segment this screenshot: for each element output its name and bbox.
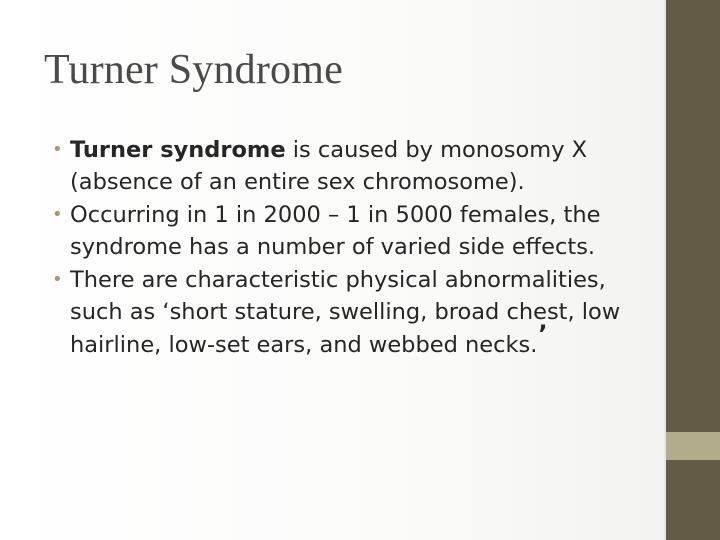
closing-quote-mark: ’ bbox=[538, 320, 548, 349]
bullet-icon: • bbox=[52, 139, 63, 160]
bullet-icon: • bbox=[52, 268, 63, 290]
bullet-list bbox=[52, 134, 642, 362]
bullet-1-text: is caused by monosomy X (absence of an entire sex chromosome). bbox=[70, 137, 588, 196]
sidebar-accent-block bbox=[666, 432, 720, 460]
bullet-item-1 bbox=[52, 134, 642, 199]
bullet-item-2 bbox=[52, 199, 642, 264]
bullet-1-bold-term: Turner syndrome bbox=[70, 137, 286, 163]
bullet-text-3: There are characteristic physical abnormalities, such as ‘short stature, swelling, broad chest, low hairline, low-set ears, and webbed necks. bbox=[70, 266, 621, 359]
bullet-icon: • bbox=[52, 203, 63, 225]
bullet-text-3-wrapper bbox=[70, 264, 642, 362]
bullet-text-2: Occurring in 1 in 2000 – 1 in 5000 females, the syndrome has a number of varied side effects. bbox=[70, 201, 601, 261]
bullet-item-3 bbox=[52, 264, 642, 362]
bullet-text-1 bbox=[70, 134, 642, 199]
slide-title: Turner Syndrome bbox=[44, 47, 343, 93]
